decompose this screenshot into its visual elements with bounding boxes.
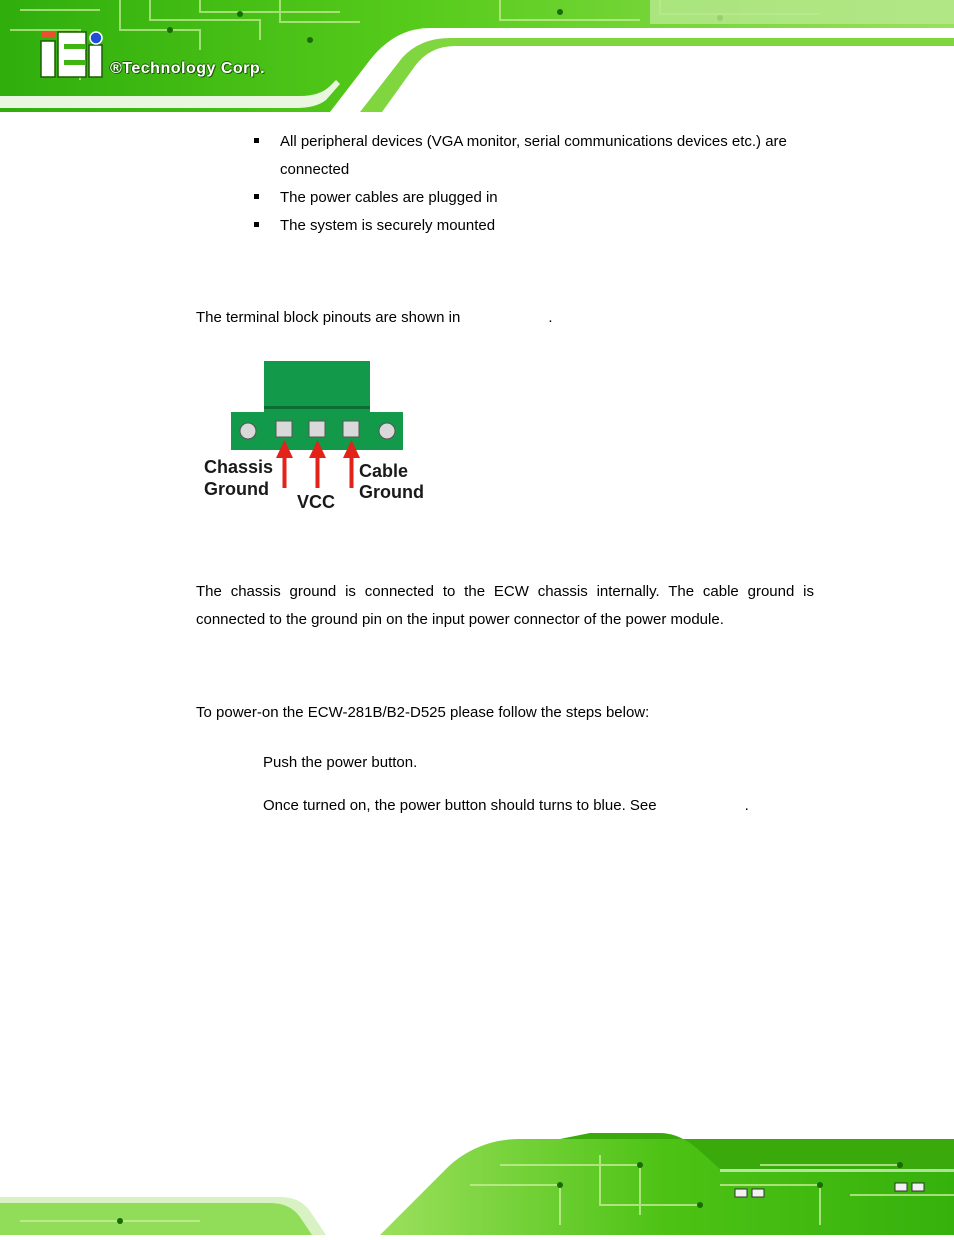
power-on-intro-paragraph: To power-on the ECW-281B/B2-D525 please follow the steps below: bbox=[196, 704, 650, 721]
bullet-square-icon bbox=[254, 222, 259, 227]
footer-banner bbox=[0, 1125, 954, 1235]
pin-vcc bbox=[309, 421, 325, 437]
bullet-square-icon bbox=[254, 194, 259, 199]
terminal-block-graphic bbox=[198, 356, 438, 526]
mount-hole-left bbox=[240, 423, 256, 439]
label-chassis-line2: Ground bbox=[204, 479, 269, 499]
terminal-block-diagram bbox=[198, 356, 438, 526]
label-vcc: VCC bbox=[297, 492, 336, 512]
label-chassis-line1: Chassis bbox=[204, 457, 274, 477]
pin-cable-ground bbox=[343, 421, 359, 437]
circuit-board-footer-graphic bbox=[0, 1125, 954, 1235]
list-item: The power cables are plugged in bbox=[252, 184, 832, 212]
header-banner bbox=[0, 0, 954, 112]
label-cable-line1: Cable bbox=[359, 461, 409, 481]
list-item: All peripheral devices (VGA monitor, serial communications devices etc.) are connected bbox=[252, 128, 832, 184]
ground-description-paragraph: The chassis ground is connected to the ECW chassis internally. The cable ground is connected to the ground pin on the input power connector of the power module. bbox=[196, 583, 814, 628]
mount-hole-right bbox=[379, 423, 395, 439]
circuit-board-header-graphic bbox=[0, 0, 954, 112]
company-name: ®Technology Corp. bbox=[110, 60, 266, 77]
connector-housing bbox=[264, 361, 370, 413]
step-2: Once turned on, the power button should turns to blue. See . bbox=[263, 797, 749, 814]
step-1: Push the power button. bbox=[263, 754, 418, 771]
bullet-square-icon bbox=[254, 138, 259, 143]
pre-power-checklist bbox=[252, 128, 832, 240]
pin-chassis-ground bbox=[276, 421, 292, 437]
label-cable-line2: Ground bbox=[359, 482, 424, 502]
list-item: The system is securely mounted bbox=[252, 212, 832, 240]
terminal-intro-paragraph: The terminal block pinouts are shown in . bbox=[196, 309, 553, 326]
